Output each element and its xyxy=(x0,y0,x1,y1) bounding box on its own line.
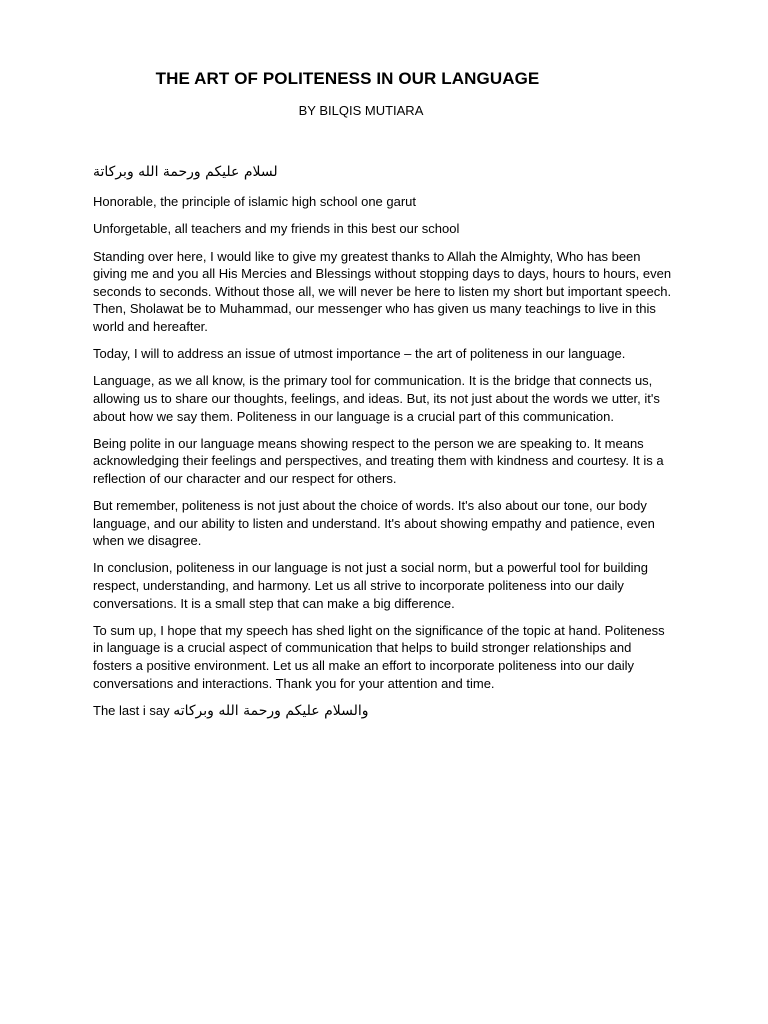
opening-greeting xyxy=(93,163,673,184)
closing-line xyxy=(93,702,673,721)
paragraph-salutation-principal: Honorable, the principle of islamic high school one garut xyxy=(93,194,417,210)
paragraph-remember: But remember, politeness is not just about the choice of words. It's also about our tone, our body language, and our ability to listen and understand. It's about showing empathy and patience, even when we disagree. xyxy=(93,498,655,549)
opening-greeting-arabic: لسلام عليكم ورحمة الله وبركاتة xyxy=(93,164,278,180)
paragraph-language: Language, as we all know, is the primary tool for communication. It is the bridge that connects us, allowing us to share our thoughts, feelings, and ideas. But, its not just about the words we utter, it's about how we say them. Politeness in our language is a crucial part of this communication. xyxy=(93,373,660,424)
paragraph-sum-up: To sum up, I hope that my speech has shed light on the significance of the topic at hand. Politeness in language is a crucial aspect of communication that helps to build stronger relationships and fosters a positive environment. Let us all make an effort to incorporate politeness into our daily conversations and interactions. Thank you for your attention and time. xyxy=(93,622,665,691)
document-title: THE ART OF POLITENESS IN OUR LANGUAGE xyxy=(155,69,540,88)
paragraph-being-polite: Being polite in our language means showing respect to the person we are speaking to. It means acknowledging their feelings and perspectives, and treating them with kindness and courtesy. It is a reflection of our character and our respect for others. xyxy=(93,435,664,486)
paragraph-topic: Today, I will to address an issue of utmost importance – the art of politeness in our language. xyxy=(93,346,626,362)
document-body xyxy=(93,163,673,730)
closing-prefix: The last i say xyxy=(93,702,170,718)
document-author: BY BILQIS MUTIARA xyxy=(298,103,424,118)
paragraph-thanks: Standing over here, I would like to give my greatest thanks to Allah the Almighty, Who has been giving me and you all His Mercies and Blessings without stopping days to days, hours to hours, even seconds to seconds. Without those all, we will never be here to listen my short but important speech. Then, Sholawat be to Muhammad, our messenger who has given us many teachings to live in this world and hereafter. xyxy=(93,248,672,334)
paragraph-conclusion: In conclusion, politeness in our language is not just a social norm, but a powerful tool for building respect, understanding, and harmony. Let us all strive to incorporate politeness into our daily conversations. It is a small step that can make a big difference. xyxy=(93,560,648,611)
paragraph-salutation-teachers: Unforgetable, all teachers and my friends in this best our school xyxy=(93,221,460,237)
closing-greeting-arabic: والسلام عليكم ورحمة الله وبركاته xyxy=(173,702,369,719)
